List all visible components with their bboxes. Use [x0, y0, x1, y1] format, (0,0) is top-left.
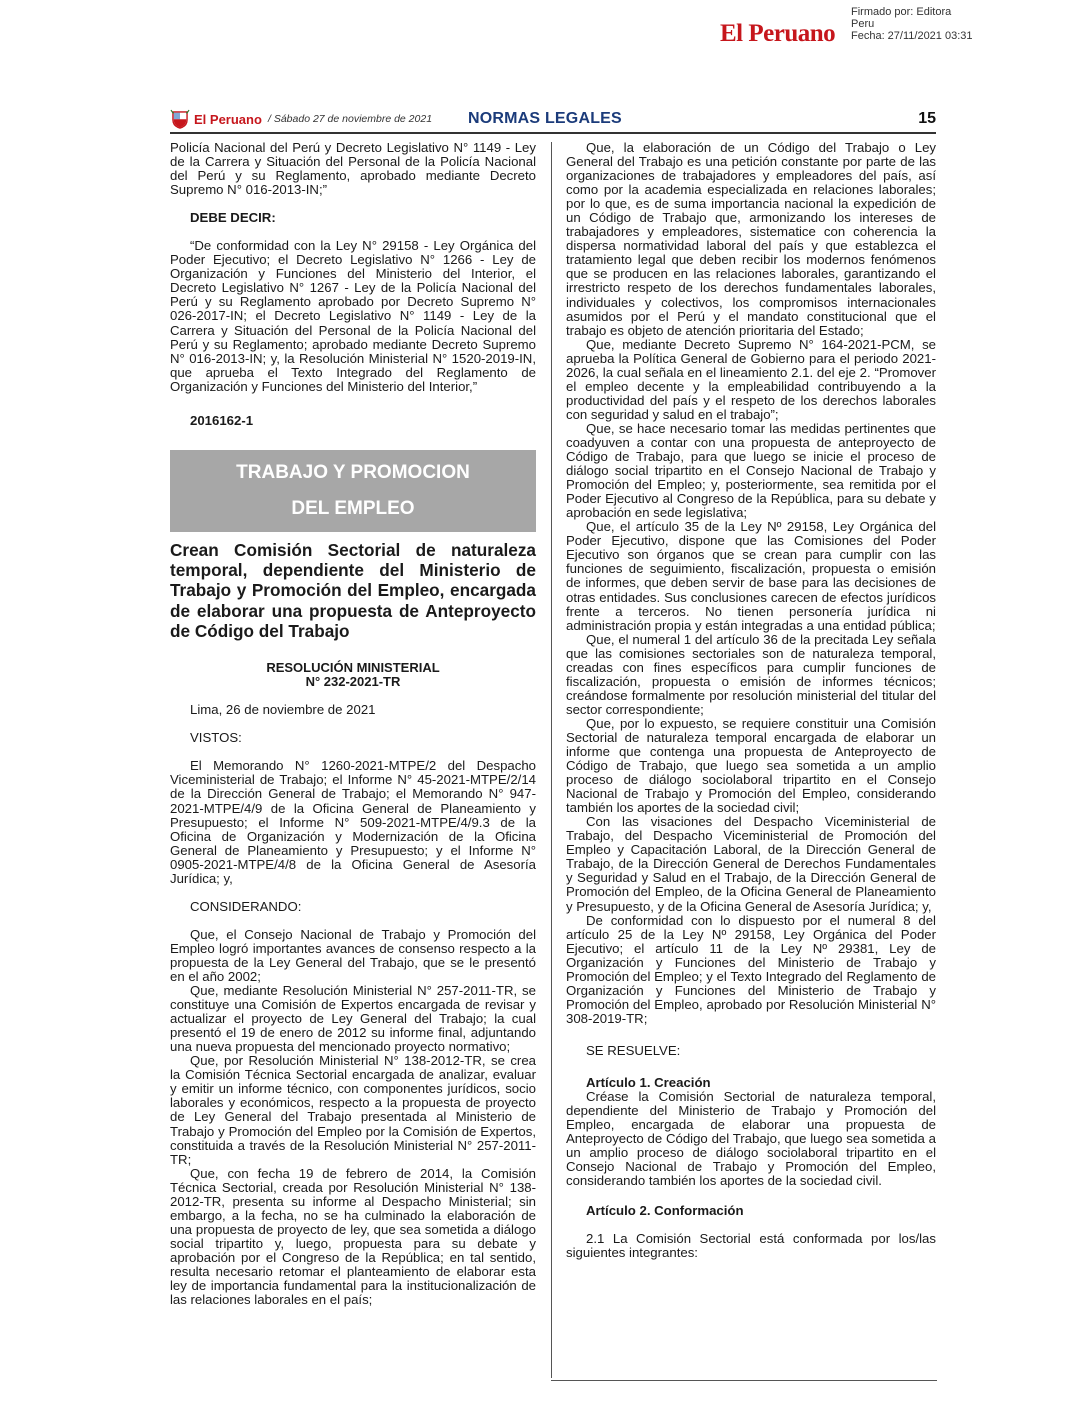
considerando-paragraph: Que, mediante Decreto Supremo N° 164-2021-PCM, se aprueba la Política General de Gobierno para el periodo 2021-2026, la cual señala en el lineamiento 2.1. del eje 2. “Promover el empleo decente y la empleabilidad contribuyendo a la productividad del país y el respeto de los derechos laborales con seguridad y salud en el trabajo”;	[566, 336, 936, 422]
considerando-label: CONSIDERANDO:	[190, 898, 302, 914]
bottom-rule	[551, 1380, 937, 1381]
article-2-title: Artículo 2. Conformación	[586, 1203, 744, 1219]
considerando-paragraph: Que, por Resolución Ministerial N° 138-2012-TR, se crea la Comisión Técnica Sectorial encargada de analizar, evaluar y emitir un informe técnico, con componentes jurídicos, socio laborales y económicos, respecto a la propuesta de proyecto de Ley General del Trabajo presentada al Ministerio de Trabajo y Promoción del Empleo por la Comisión de Expertos, constituida a través de la Resolución Ministerial N° 257-2011-TR;	[170, 1053, 536, 1167]
vistos-label: VISTOS:	[190, 730, 242, 746]
signature-place: Peru	[851, 18, 875, 30]
el-peruano-logo: El Peruano	[720, 20, 836, 47]
peru-coat-of-arms-icon	[170, 109, 190, 129]
document-code: 2016162-1	[190, 412, 254, 428]
place-date: Lima, 26 de noviembre de 2021	[190, 702, 376, 718]
column-divider	[551, 142, 552, 1378]
se-resuelve-label: SE RESUELVE:	[586, 1042, 681, 1058]
page-number: 15	[918, 110, 936, 127]
considerando-paragraph: Que, por lo expuesto, se requiere constituir una Comisión Sectorial de naturaleza temporal encargada de elaborar un informe que contenga una propuesta de Anteproyecto de Código de Trabajo, que luego sea sometida a un amplio proceso de diálogo sociolaboral tripartito en el Consejo Nacional de Trabajo y Promoción del Empleo, considerando también los aportes de la sociedad civil;	[566, 715, 936, 816]
corrected-quote: “De conformidad con la Ley N° 29158 - Ley Orgánica del Poder Ejecutivo; el Decreto Legislativo N° 1266 - Ley de Organización y Funciones del Ministerio del Interior, el Decreto Legislativo N° 1267 - Ley de la Policía Nacional del Perú y su Reglamento aprobado por Decreto Supremo N° 026-2017-IN; el Decreto Legislativo N° 1149 - Ley de la Carrera y Situación del Personal de la Policía Nacional del Perú y su Reglamento; aprobado mediante Decreto Supremo N° 016-2013-IN; y, la Resolución Ministerial N° 1520-2019-IN, que aprueba el Texto Integrado del Reglamento de Organización y Funciones del Ministerio del Interior,”	[170, 238, 536, 394]
right-column	[566, 141, 936, 1261]
header-section: NORMAS LEGALES	[468, 110, 622, 127]
considerando-paragraph: Que, el Consejo Nacional de Trabajo y Promoción del Empleo logró importantes avances de consenso respecto a la propuesta de la Ley General del Trabajo, que se le presentó en el año 2002;	[170, 926, 536, 984]
considerando-paragraph: Que, el artículo 35 de la Ley Nº 29158, Ley Orgánica del Poder Ejecutivo, dispone que las Comisiones del Poder Ejecutivo son órganos que se crean para cumplir con las funciones de seguimiento, fiscalización, propuesta o emisión de informes, que deben servir de base para las decisiones de otras entidades. Sus conclusiones carecen de efectos jurídicos frente a terceros. No tienen personería jurídica ni administración propia y están integradas a una entidad pública;	[566, 519, 936, 633]
left-column	[170, 141, 536, 1307]
section-banner	[170, 450, 536, 532]
banner-line-2: DEL EMPLEO	[291, 497, 415, 519]
page-header	[170, 108, 936, 136]
signature-signed-by: Firmado por: Editora	[851, 6, 952, 18]
resolution-number: N° 232-2021-TR	[305, 674, 401, 690]
article-2-text: 2.1 La Comisión Sectorial está conformada por los/las siguientes integrantes:	[566, 1231, 936, 1261]
header-date: / Sábado 27 de noviembre de 2021	[268, 113, 433, 125]
continued-text: Policía Nacional del Perú y Decreto Legislativo N° 1149 - Ley de la Carrera y Situación del Personal de la Policía Nacional del Perú y su Reglamento, aprobado mediante Decreto Supremo N° 016-2013-IN;”	[170, 140, 536, 198]
debe-decir-label: DEBE DECIR:	[190, 210, 276, 226]
digital-signature	[720, 6, 1060, 46]
signature-details	[851, 6, 973, 42]
signature-date: Fecha: 27/11/2021 03:31	[851, 30, 973, 42]
header-newspaper-name: El Peruano	[194, 112, 262, 127]
article-1-title: Artículo 1. Creación	[586, 1075, 711, 1090]
considerando-paragraph: Que, el numeral 1 del artículo 36 de la precitada Ley señala que las comisiones sectoriales son de naturaleza temporal, creadas con fines específicos para cumplir funciones de fiscalización, propuesta o emisión de informes técnicos; creándose formalmente por resolución ministerial del titular del sector correspondiente;	[566, 631, 936, 717]
banner-line-1: TRABAJO Y PROMOCION	[236, 461, 470, 483]
article-1-text: Créase la Comisión Sectorial de naturaleza temporal, dependiente del Ministerio de Trabajo y Promoción del Empleo, encargada de elaborar una propuesta de Anteproyecto de Código del Trabajo, que luego sea sometida a un amplio proceso de diálogo sociolaboral tripartito en el Consejo Nacional de Trabajo y Promoción del Empleo, considerando también los aportes de la sociedad civil.	[566, 1089, 936, 1189]
considerando-paragraph: De conformidad con lo dispuesto por el numeral 8 del artículo 25 de la Ley Nº 29158, Ley Orgánica del Poder Ejecutivo; el artículo 11 de la Ley Nº 29381, Ley de Organización y Funciones del Ministerio de Trabajo y Promoción del Empleo; y el Texto Integrado del Reglamento de Organización y Funciones del Ministerio de Trabajo y Promoción del Empleo, aprobado por Resolución Ministerial N° 308-2019-TR;	[566, 912, 936, 1026]
resolution-title	[170, 661, 536, 689]
considerando-paragraph: Que, se hace necesario tomar las medidas pertinentes que coadyuven a contar con una propuesta de anteproyecto de Código de Trabajo, para que luego se inicie el proceso de diálogo social tripartito en el Consejo Nacional de Trabajo y Promoción del Empleo; y, posteriormente, sea remitida por el Poder Ejecutivo al Congreso de la República, para su debate y aprobación en sede legislativa;	[566, 420, 936, 521]
header-rule	[170, 132, 936, 134]
resolution-type: RESOLUCIÓN MINISTERIAL	[266, 660, 440, 676]
considerando-paragraph: Que, la elaboración de un Código del Trabajo o Ley General del Trabajo es una petición constante por parte de las organizaciones de trabajadores y empleadores del país, así como por la academia especializada en relaciones laborales; por lo que, es de suma importancia nacional la expedición de un Código de Trabajo que, armonizando los intereses de trabajadores y empleadores, sistematice con coherencia la dispersa normatividad laboral del país y que establezca el tratamiento legal que deben recibir los modernos fenómenos que se producen en las relaciones laborales, garantizando el irrestricto respeto de los derechos fundamentales laborales, individuales y colectivos, los compromisos internacionales asumidos por el Perú y el mandato constitucional que el trabajo es objeto de atención prioritaria del Estado;	[566, 140, 936, 338]
considerando-paragraph: Que, mediante Resolución Ministerial N° 257-2011-TR, se constituye una Comisión de Expertos encargada de revisar y actualizar el proyecto de Ley General del Trabajo; la cual presentó el 19 de enero de 2012 su informe final, adjuntando una nueva propuesta del mencionado proyecto normativo;	[170, 983, 536, 1055]
vistos-text: El Memorando N° 1260-2021-MTPE/2 del Despacho Viceministerial de Trabajo; el Informe N° 45-2021-MTPE/2/14 de la Dirección General de Trabajo; el Memorando N° 947-2021-MTPE/4/9 de la Oficina General de Planeamiento y Presupuesto; el Informe N° 509-2021-MTPE/4/9.3 de la Oficina de Organización y Modernización de la Oficina General de Planeamiento y Presupuesto; y el Informe N° 0905-2021-MTPE/4/8 de la Oficina General de Asesoría Jurídica; y,	[170, 758, 536, 886]
considerando-paragraph: Que, con fecha 19 de febrero de 2014, la Comisión Técnica Sectorial, creada por Resolución Ministerial N° 138-2012-TR, presenta su informe al Despacho Ministerial; sin embargo, a la fecha, no se ha culminado la elaboración de una propuesta de proyecto de ley, que sea sometida a diálogo social tripartito y, luego, propuesta para su debate y aprobación por el Congreso de la República; en tal sentido, resulta necesario retomar el planteamiento de elaborar esta ley de importancia fundamental para la institucionalización de las relaciones laborales en el país;	[170, 1165, 536, 1308]
article-headline: Crean Comisión Sectorial de naturaleza temporal, dependiente del Ministerio de Trabajo y Promoción del Empleo, encargada de elaborar una propuesta de Anteproyecto de Código del Trabajo	[170, 539, 536, 641]
considerando-paragraph: Con las visaciones del Despacho Viceministerial de Trabajo, del Despacho Viceministerial de Promoción del Empleo y Capacitación Laboral, de la Dirección General de Trabajo, de la Dirección General de Derechos Fundamentales y Seguridad y Salud en el Trabajo, de la Dirección General de Promoción del Empleo, de la Oficina General de Planeamiento y Presupuesto, y de la Oficina General de Asesoría Jurídica; y,	[566, 814, 936, 914]
